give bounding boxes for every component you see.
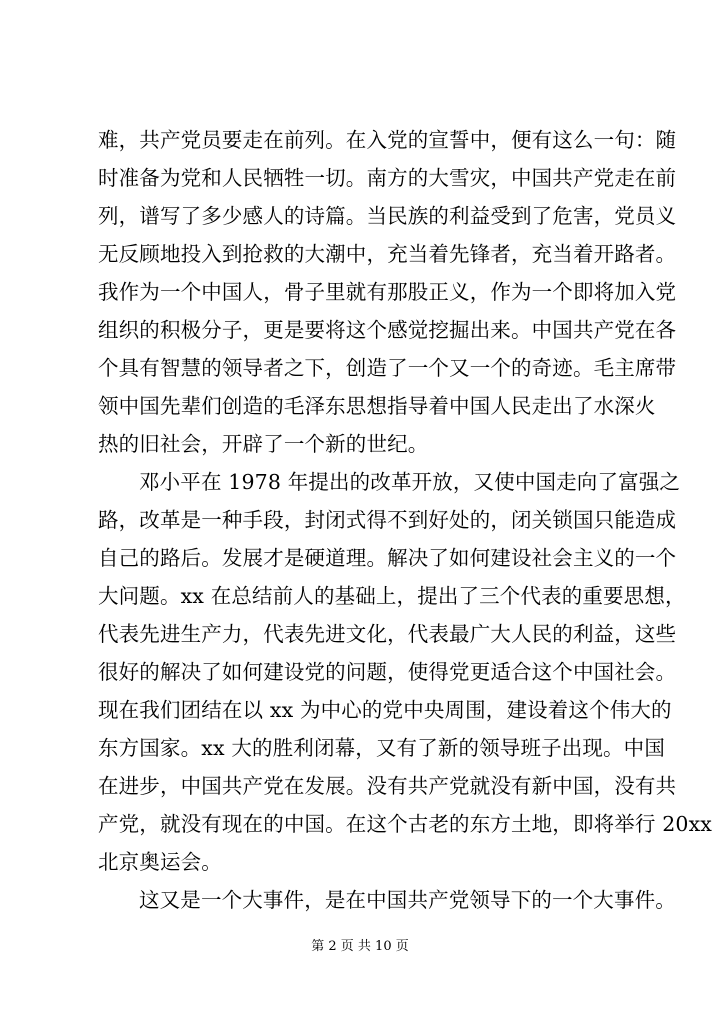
text-line: 代表先进生产力，代表先进文化，代表最广大人民的利益，这些 <box>98 622 677 646</box>
text-line: 在进步，中国共产党在发展。没有共产党就没有新中国，没有共 <box>98 774 677 798</box>
text-line: 现在我们团结在以 xx 为中心的党中央周围，建设着这个伟大的 <box>98 698 672 722</box>
text-line: 难，共产党员要走在前列。在入党的宣誓中，便有这么一句：随 <box>98 128 677 152</box>
text-line: 自己的路后。发展才是硬道理。解决了如何建设社会主义的一个 <box>98 546 677 570</box>
text-line: 产党，就没有现在的中国。在这个古老的东方土地，即将举行 20xx <box>98 812 713 836</box>
text-line: 列，谱写了多少感人的诗篇。当民族的利益受到了危害，党员义 <box>98 204 677 228</box>
paragraph-start-line: 这又是一个大事件，是在中国共产党领导下的一个大事件。 <box>139 888 676 912</box>
text-line: 时准备为党和人民牺牲一切。南方的大雪灾，中国共产党走在前 <box>98 166 677 190</box>
text-line: 东方国家。xx 大的胜利闭幕，又有了新的领导班子出现。中国 <box>98 736 665 760</box>
text-line: 热的旧社会，开辟了一个新的世纪。 <box>98 432 429 456</box>
paragraph-start-line: 邓小平在 1978 年提出的改革开放，又使中国走向了富强之 <box>139 470 681 494</box>
text-line: 无反顾地投入到抢救的大潮中，充当着先锋者，充当着开路者。 <box>98 242 677 266</box>
page-number-footer: 第 2 页 共 10 页 <box>311 939 409 954</box>
text-line: 组织的积极分子，更是要将这个感觉挖掘出来。中国共产党在各 <box>98 318 677 342</box>
text-line: 个具有智慧的领导者之下，创造了一个又一个的奇迹。毛主席带 <box>98 356 677 380</box>
text-line: 很好的解决了如何建设党的问题，使得党更适合这个中国社会。 <box>98 660 677 684</box>
text-line: 北京奥运会。 <box>98 850 222 874</box>
text-line: 路，改革是一种手段，封闭式得不到好处的，闭关锁国只能造成 <box>98 508 677 532</box>
text-line: 我作为一个中国人，骨子里就有那股正义，作为一个即将加入党 <box>98 280 677 304</box>
body-text <box>98 121 713 919</box>
text-line: 领中国先辈们创造的毛泽东思想指导着中国人民走出了水深火 <box>98 394 656 418</box>
text-line: 大问题。xx 在总结前人的基础上，提出了三个代表的重要思想， <box>98 584 686 608</box>
